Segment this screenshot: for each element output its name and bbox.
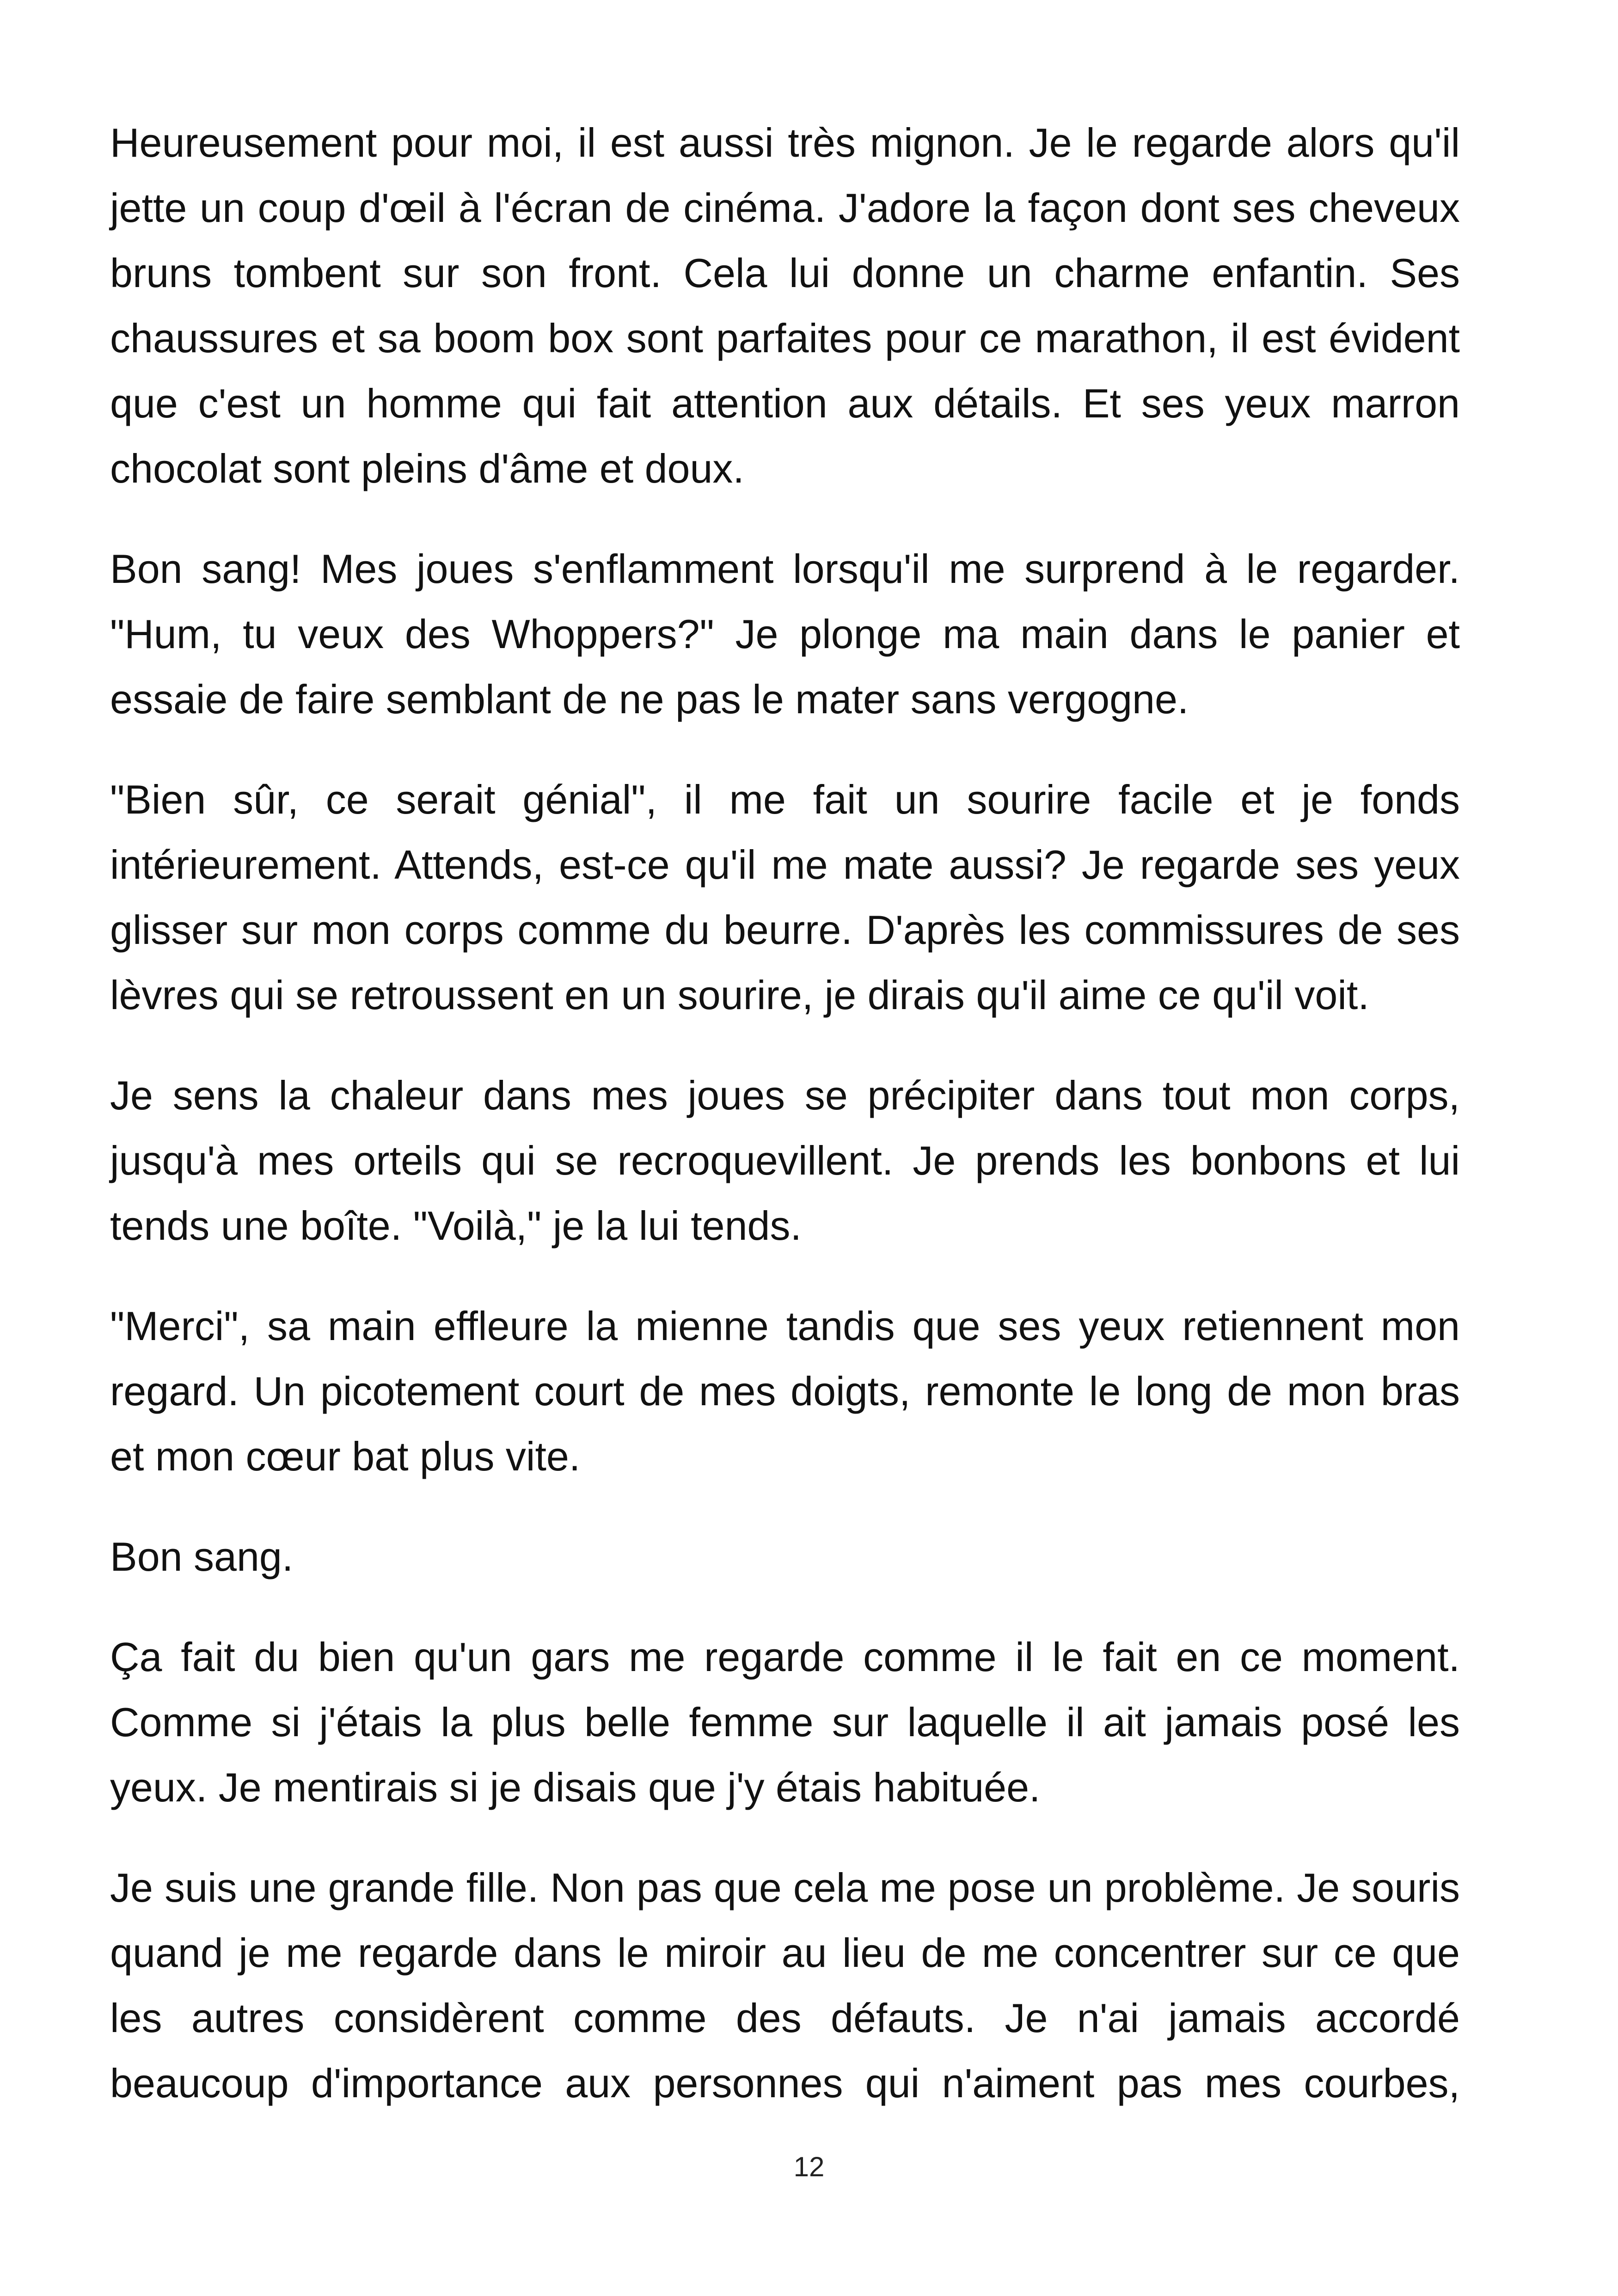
page-number: 12	[793, 2151, 825, 2182]
body-text	[110, 110, 1460, 2116]
paragraph: "Bien sûr, ce serait génial", il me fait un sourire facile et je fonds intérieurement. Attends, est-ce qu'il me mate aussi? Je regarde ses yeux glisser sur mon corps comme du beurre. D'après les commissures de ses lèvres qui se retroussent en un sourire, je dirais qu'il aime ce qu'il voit.	[110, 777, 1460, 1018]
paragraph: Bon sang.	[110, 1534, 294, 1580]
paragraph: Heureusement pour moi, il est aussi très mignon. Je le regarde alors qu'il jette un coup d'œil à l'écran de cinéma. J'adore la façon dont ses cheveux bruns tombent sur son front. Cela lui donne un charme enfantin. Ses chaussures et sa boom box sont parfaites pour ce marathon, il est évident que c'est un homme qui fait attention aux détails. Et ses yeux marron chocolat sont pleins d'âme et doux.	[110, 120, 1460, 491]
paragraph: Je sens la chaleur dans mes joues se précipiter dans tout mon corps, jusqu'à mes orteils qui se recroquevillent. Je prends les bonbons et lui tends une boîte. "Voilà," je la lui tends.	[110, 1072, 1460, 1249]
paragraph: "Merci", sa main effleure la mienne tandis que ses yeux retiennent mon regard. Un picotement court de mes doigts, remonte le long de mon bras et mon cœur bat plus vite.	[110, 1303, 1460, 1479]
paragraph: Bon sang! Mes joues s'enflamment lorsqu'il me surprend à le regarder. "Hum, tu veux des Whoppers?" Je plonge ma main dans le panier et essaie de faire semblant de ne pas le mater sans vergogne.	[110, 546, 1460, 722]
paragraph: Je suis une grande fille. Non pas que cela me pose un problème. Je souris quand je me regarde dans le miroir au lieu de me concentrer sur ce que les autres considèrent comme des défauts. Je n'ai jamais accordé beaucoup d'importance aux personnes qui n'aiment pas mes courbes,	[110, 1865, 1460, 2106]
paragraph: Ça fait du bien qu'un gars me regarde comme il le fait en ce moment. Comme si j'étais la plus belle femme sur laquelle il ait jamais posé les yeux. Je mentirais si je disais que j'y étais habituée.	[110, 1634, 1460, 1810]
